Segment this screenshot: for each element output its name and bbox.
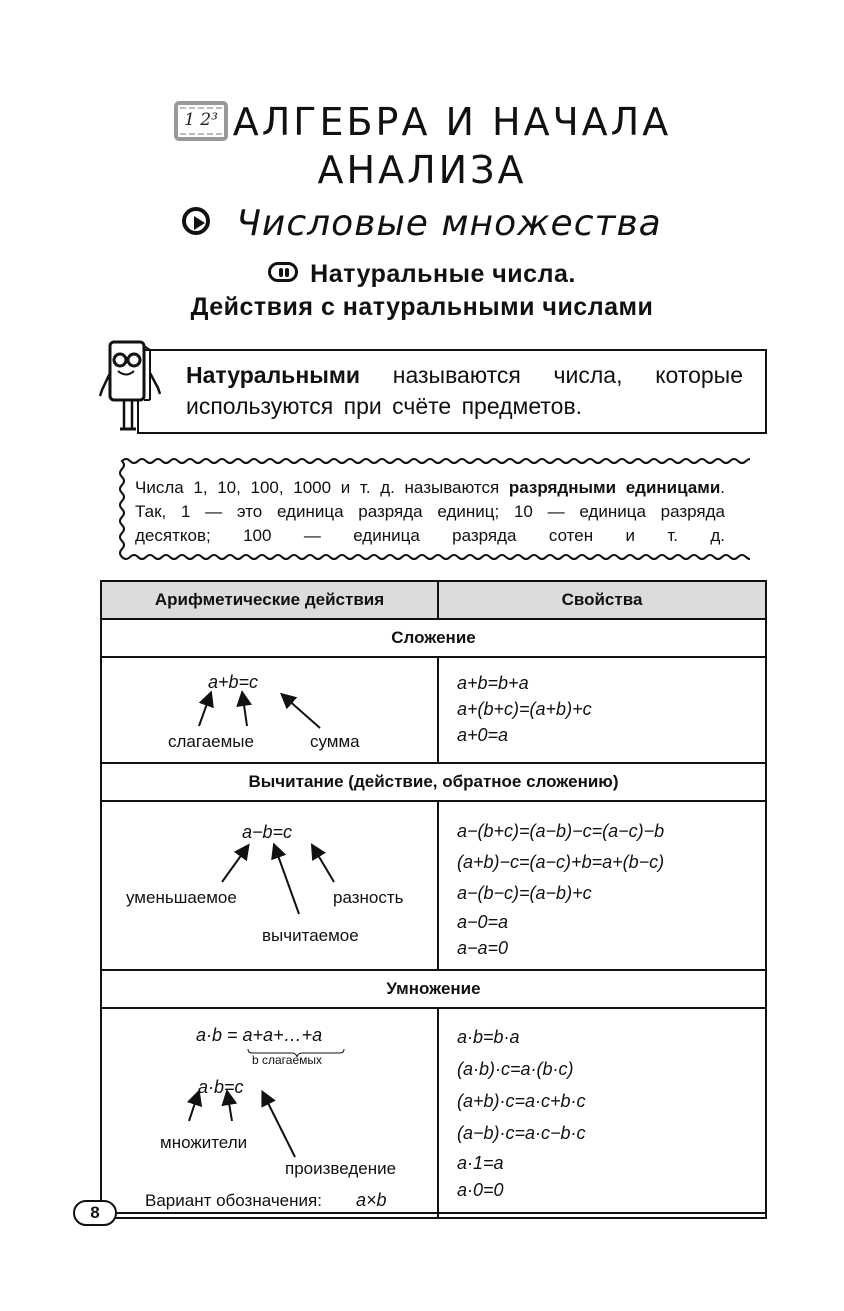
variant-notation-formula: a×b [356,1190,387,1210]
addition-properties [438,657,766,763]
addition-formula: a+b=c [208,672,259,692]
section-title [0,198,844,250]
property: (a−b)·c=a·c−b·c [457,1123,586,1143]
multiplication-definition: a·b = a+a+…+a [196,1025,323,1045]
property: a·1=a [457,1153,504,1173]
note-term: разрядными единицами [508,478,721,497]
label-sum: сумма [310,732,360,751]
addition-arrows-icon [102,658,437,762]
chapter-title-line2: АНАЛИЗА [317,148,527,192]
table-row-subtraction [101,801,766,970]
property: a·b=b·a [457,1027,520,1047]
section-subtraction-title: Вычитание (действие, обратное сложению) [101,763,766,801]
chapter-icon-label: 1 2³ [184,110,218,130]
definition-body: называются числа, которые используются при счёте предметов. [186,362,743,419]
chapter-title-line1: АЛГЕБРА И НАЧАЛА [232,100,672,144]
note-text-before: Числа 1, 10, 100, 1000 и т. д. называются [135,478,509,497]
property: a−(b−c)=(a−b)+c [457,883,592,903]
subsection-title [0,258,844,324]
addition-diagram [101,657,438,763]
property: (a·b)·c=a·(b·c) [457,1059,574,1079]
table-header-row [101,581,766,619]
property: (a+b)·c=a·c+b·c [457,1091,586,1111]
property: a+0=a [457,725,509,745]
subtraction-formula: a−b=c [242,822,293,842]
property: a−0=a [457,912,509,932]
label-addends: слагаемые [168,732,254,751]
property: a+b=b+a [457,673,529,693]
header-operations: Арифметические действия [101,581,438,619]
subsection-title-line1: Натуральные числа. [310,260,576,288]
pause-pill-icon [268,262,298,282]
section-addition-title: Сложение [101,619,766,657]
label-factors: множители [160,1133,248,1152]
property: a−(b+c)=(a−b)−c=(a−c)−b [457,821,665,841]
label-subtrahend: вычитаемое [262,926,359,945]
table-row-addition [101,657,766,763]
note-text [135,476,725,548]
label-minuend: уменьшаемое [126,888,237,907]
arithmetic-properties-table [100,580,767,1219]
property: (a+b)−c=(a−c)+b=a+(b−c) [457,852,665,872]
page-number: 8 [73,1200,117,1226]
definition-text [186,360,743,422]
page-footer-line [117,1212,767,1214]
book-mascot-icon [98,338,170,434]
header-properties: Свойства [438,581,766,619]
table-row-multiplication [101,1008,766,1218]
subsection-title-line2: Действия с натуральными числами [190,293,654,321]
play-circle-icon [182,207,210,235]
multiplication-diagram-arrows-icon [102,1009,437,1217]
note-text-after: . Так, 1 — это единица разряда единиц; 10 — единица разряда десятков; 100 — единица разряда сотен и т. д. [135,478,725,545]
multiplication-properties [438,1008,766,1218]
multiplication-formula: a·b=c [198,1077,244,1097]
property: a·0=0 [457,1180,504,1200]
definition-box [137,349,767,434]
section-title-text: Числовые множества [236,203,662,244]
subtraction-properties [438,801,766,970]
section-multiplication-title: Умножение [101,970,766,1008]
property: a−a=0 [457,938,509,958]
chapter-title [0,98,844,194]
definition-term: Натуральными [186,362,361,388]
label-difference: разность [333,888,404,907]
label-product: произведение [285,1159,397,1178]
subtraction-diagram [101,801,438,970]
variant-notation-label: Вариант обозначения: [145,1191,322,1210]
property: a+(b+c)=(a+b)+c [457,699,592,719]
brace-label: b слагаемых [252,1053,323,1067]
multiplication-diagram [101,1008,438,1218]
